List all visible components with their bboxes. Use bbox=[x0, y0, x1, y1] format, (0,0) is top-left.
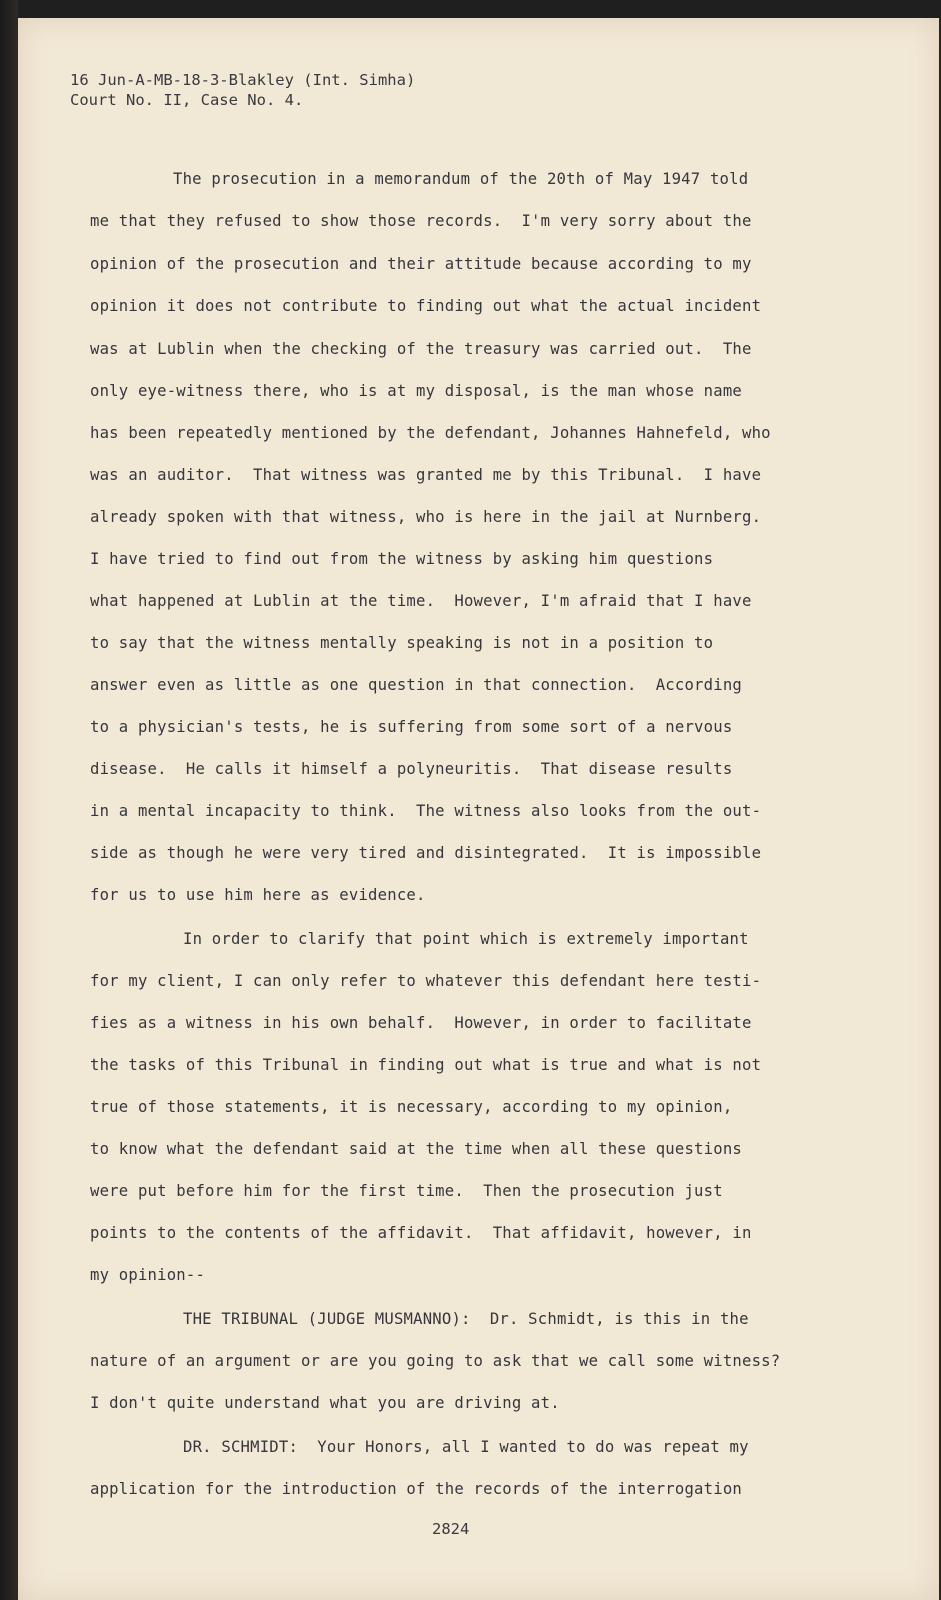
text-line: for us to use him here as evidence. bbox=[90, 886, 426, 904]
text-line: side as though he were very tired and disintegrated. It is impossible bbox=[90, 844, 762, 862]
header-session-line: 16 Jun-A-MB-18-3-Blakley (Int. Simha) bbox=[70, 71, 416, 89]
document-header bbox=[70, 70, 415, 110]
text-line: opinion of the prosecution and their attitude because according to my bbox=[90, 255, 752, 273]
text-line: has been repeatedly mentioned by the defendant, Johannes Hahnefeld, who bbox=[90, 424, 771, 442]
text-line: to a physician's tests, he is suffering from some sort of a nervous bbox=[90, 718, 733, 736]
text-line: the tasks of this Tribunal in finding out what is true and what is not bbox=[90, 1056, 762, 1074]
text-line: me that they refused to show those records. I'm very sorry about the bbox=[90, 212, 752, 230]
text-line: what happened at Lublin at the time. However, I'm afraid that I have bbox=[90, 592, 752, 610]
text-line: The prosecution in a memorandum of the 20th of May 1947 told bbox=[173, 170, 749, 188]
page-number: 2824 bbox=[432, 1520, 470, 1538]
text-line: In order to clarify that point which is extremely important bbox=[183, 930, 749, 948]
text-line: THE TRIBUNAL (JUDGE MUSMANNO): Dr. Schmidt, is this in the bbox=[183, 1310, 749, 1328]
header-court-line: Court No. II, Case No. 4. bbox=[70, 91, 304, 109]
text-line: answer even as little as one question in that connection. According bbox=[90, 676, 742, 694]
text-line: in a mental incapacity to think. The witness also looks from the out- bbox=[90, 802, 762, 820]
text-line: for my client, I can only refer to whatever this defendant here testi- bbox=[90, 972, 762, 990]
text-line: was an auditor. That witness was granted me by this Tribunal. I have bbox=[90, 466, 762, 484]
scan-border-top bbox=[0, 0, 941, 18]
text-line: I don't quite understand what you are driving at. bbox=[90, 1394, 560, 1412]
text-line: my opinion-- bbox=[90, 1266, 206, 1284]
text-line: to say that the witness mentally speaking is not in a position to bbox=[90, 634, 714, 652]
text-line: I have tried to find out from the witness by asking him questions bbox=[90, 550, 714, 568]
text-line: nature of an argument or are you going to ask that we call some witness? bbox=[90, 1352, 781, 1370]
text-line: already spoken with that witness, who is here in the jail at Nurnberg. bbox=[90, 508, 762, 526]
text-line: application for the introduction of the records of the interrogation bbox=[90, 1480, 742, 1498]
text-line: true of those statements, it is necessary, according to my opinion, bbox=[90, 1098, 733, 1116]
text-line: were put before him for the first time. Then the prosecution just bbox=[90, 1182, 723, 1200]
scan-border-left bbox=[0, 0, 18, 1600]
text-line: to know what the defendant said at the time when all these questions bbox=[90, 1140, 742, 1158]
text-line: fies as a witness in his own behalf. However, in order to facilitate bbox=[90, 1014, 752, 1032]
text-line: points to the contents of the affidavit. That affidavit, however, in bbox=[90, 1224, 752, 1242]
text-line: only eye-witness there, who is at my disposal, is the man whose name bbox=[90, 382, 742, 400]
text-line: opinion it does not contribute to finding out what the actual incident bbox=[90, 297, 762, 315]
text-line: disease. He calls it himself a polyneuritis. That disease results bbox=[90, 760, 733, 778]
text-line: was at Lublin when the checking of the treasury was carried out. The bbox=[90, 340, 752, 358]
text-line: DR. SCHMIDT: Your Honors, all I wanted to do was repeat my bbox=[183, 1438, 749, 1456]
